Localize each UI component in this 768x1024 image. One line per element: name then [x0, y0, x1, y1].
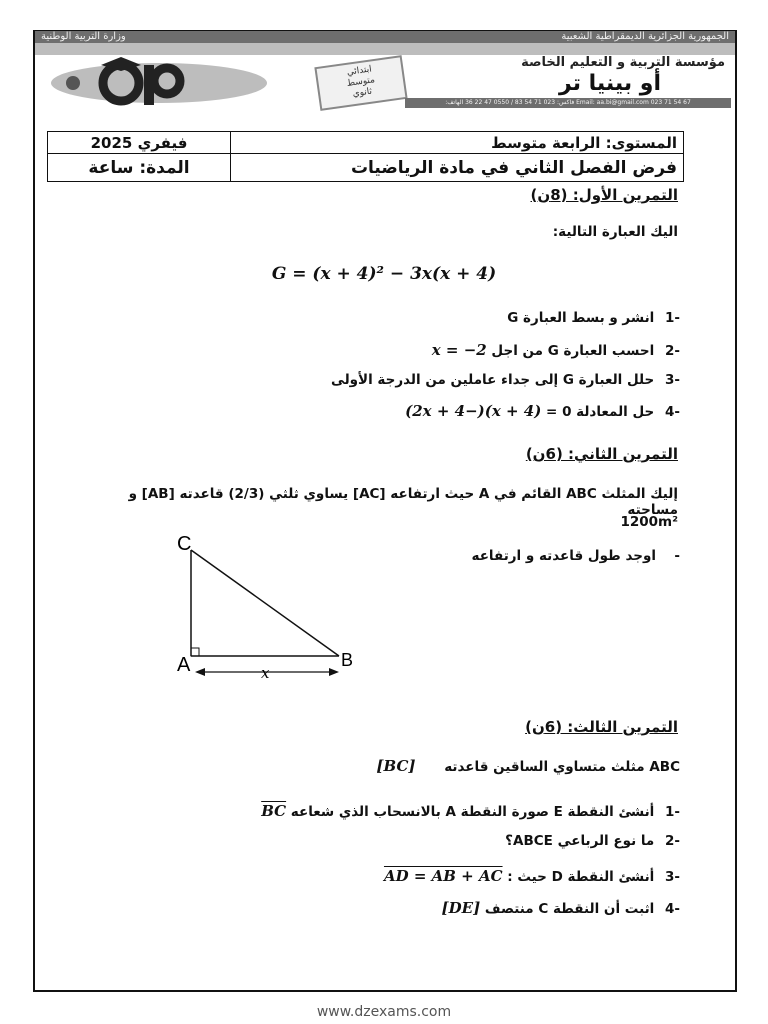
exercise1-item-2 [432, 341, 680, 359]
exercise1-item-3 [331, 372, 680, 388]
item-number: -2 [664, 833, 680, 849]
expression-g: G = (x + 4)² − 3x(x + 4) [271, 264, 497, 284]
vertex-b-label: B [341, 650, 354, 670]
date-cell: فيفري 2025 [48, 132, 231, 154]
exercise2-title: التمرين الثاني: (6ن) [525, 445, 678, 463]
exercise1-item-1 [507, 310, 680, 326]
exercise2-area: 1200m² [620, 514, 678, 530]
exercise3-item-1 [261, 802, 680, 820]
stamp-line: متوسط [346, 75, 376, 89]
right-triangle-figure [165, 528, 365, 688]
banner-top-band [35, 31, 735, 43]
exercise3-title: التمرين الثالث: (6ن) [525, 718, 678, 736]
item-number: -1 [664, 804, 680, 820]
item-number: -3 [664, 869, 680, 885]
intro-text: ABC مثلث متساوي الساقين قاعدته [444, 759, 680, 775]
item-text: أنشئ النقطة D حيث : [507, 869, 655, 885]
item-math: AD = AB + AC [383, 867, 503, 885]
levels-stamp [314, 55, 407, 111]
task-bullet: - [674, 548, 680, 564]
exercise3-item-4 [442, 899, 681, 917]
ministry-text: وزارة التربية الوطنية [41, 31, 126, 42]
item-number: -1 [664, 310, 680, 326]
item-text: اثبت أن النقطة C منتصف [484, 901, 655, 917]
exercise1-item-4 [405, 402, 680, 420]
exercise3-intro [376, 757, 680, 775]
item-math: BC [261, 802, 287, 820]
site-footer[interactable]: www.dzexams.com [316, 1004, 452, 1020]
item-text: احسب العبارة G من اجل [491, 343, 655, 359]
task-text: اوجد طول قاعدته و ارتفاعه [471, 548, 656, 564]
item-number: -2 [664, 343, 680, 359]
item-text: حلل العبارة G إلى جداء عاملين من الدرجة الأولى [330, 372, 655, 388]
item-math: x = −2 [431, 341, 487, 359]
exam-header-table [47, 131, 684, 182]
stamp-line: ثانوي [352, 86, 373, 100]
level-cell: المستوى: الرابعة متوسط [231, 132, 684, 154]
exam-title-cell: فرض الفصل الثاني في مادة الرياضيات [231, 154, 684, 182]
item-text: انشر و بسط العبارة G [507, 310, 655, 326]
item-math: (x + 4)(−2x + 4) [405, 402, 542, 420]
institution-name: مؤسسة التربية و التعليم الخاصة [521, 55, 725, 70]
exercise2-statement: إليك المثلث ABC القائم في A حيث ارتفاعه [AC] يساوي ثلثي (2/3) قاعدته [AB] و مساحته [128, 486, 678, 518]
school-banner [35, 31, 735, 111]
stamp-line: ابتدائي [346, 64, 373, 78]
exercise1-intro: اليك العبارة التالية: [552, 224, 678, 240]
item-text: حل المعادلة 0 = [546, 404, 655, 420]
banner-second-band [35, 43, 735, 55]
item-math: [DE] [441, 899, 481, 917]
base-x-label: x [261, 664, 270, 682]
exercise1-title: التمرين الأول: (8ن) [530, 186, 678, 204]
exercise3-item-3 [384, 867, 680, 885]
brand-name: أو بينيا تر [559, 71, 661, 96]
item-text: ما نوع الرباعي ABCE؟ [505, 833, 655, 849]
contact-strip: Email: aa.bi@gmail.com 023 71 54 67 فاكس: 023 71 54 83 / 0550 47 22 36 الهاتف: [405, 98, 731, 108]
item-number: -4 [664, 404, 680, 420]
item-text: أنشئ النقطة E صورة النقطة A بالانسحاب الذي شعاعه [290, 804, 655, 820]
school-logo-icon [49, 55, 269, 107]
exercise2-task [472, 548, 656, 564]
item-number: -4 [664, 901, 680, 917]
republic-text: الجمهورية الجزائرية الديمقراطية الشعبية [561, 31, 729, 42]
vertex-c-label: C [177, 533, 192, 555]
intro-math: [BC] [376, 757, 416, 775]
vertex-a-label: A [177, 654, 191, 676]
exercise3-item-2 [505, 833, 680, 849]
duration-cell: المدة: ساعة [48, 154, 231, 182]
item-number: -3 [664, 372, 680, 388]
